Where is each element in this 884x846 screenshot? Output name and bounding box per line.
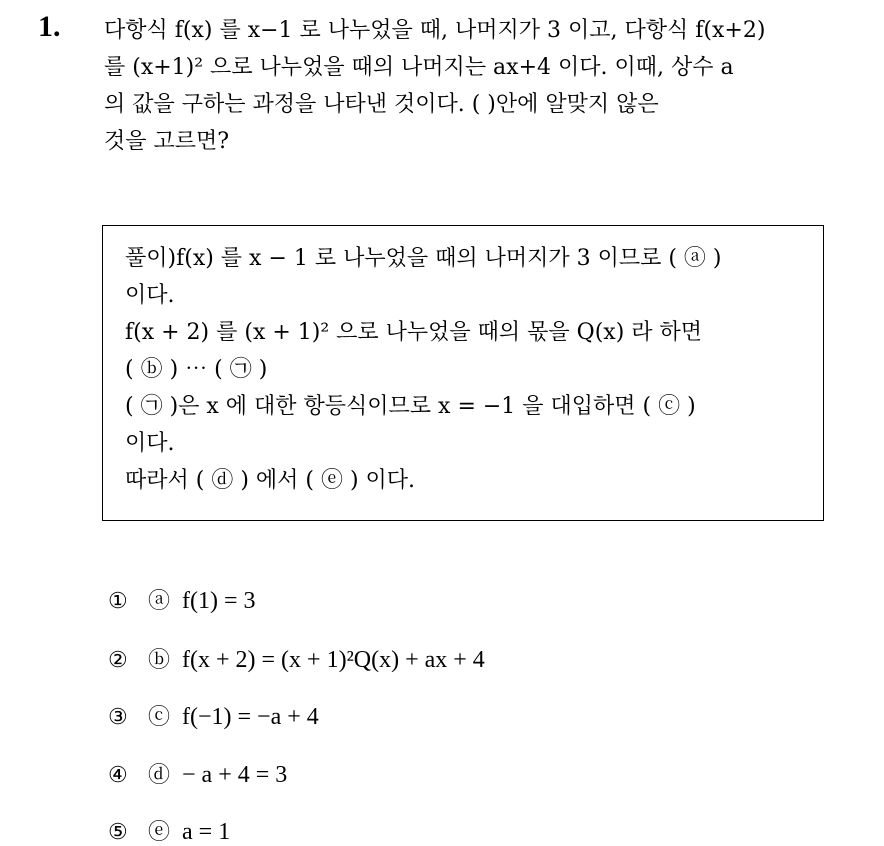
choice-number: ④	[108, 763, 128, 788]
solution-box	[102, 225, 824, 521]
solution-line-6: 이다.	[125, 431, 175, 456]
stem-line-2: 를 (x+1)² 으로 나누었을 때의 나머지는 ax+4 이다. 이때, 상수 a	[104, 55, 734, 80]
choice-label: ⓐ	[148, 589, 171, 614]
choice-number: ③	[108, 705, 128, 730]
choice-expression: f(1) = 3	[182, 588, 256, 614]
choice-expression: f(−1) = −a + 4	[182, 704, 319, 730]
choice-5[interactable]	[108, 815, 230, 846]
solution-line-2: 이다.	[125, 283, 175, 308]
choice-number: ②	[108, 648, 128, 673]
choice-2[interactable]	[108, 643, 485, 674]
choice-label: ⓓ	[148, 763, 171, 788]
solution-line-3: f(x + 2) 를 (x + 1)² 으로 나누었을 때의 몫을 Q(x) 라 하면	[125, 320, 703, 345]
solution-line-7: 따라서 ( ⓓ ) 에서 ( ⓔ ) 이다.	[125, 468, 416, 493]
choice-number: ⑤	[108, 820, 128, 845]
question-stem	[104, 12, 864, 160]
choice-expression: − a + 4 = 3	[182, 762, 288, 788]
choice-4[interactable]	[108, 758, 287, 789]
solution-line-4: ( ⓑ ) ⋯ ( ㉠ )	[125, 357, 268, 382]
choice-3[interactable]	[108, 700, 319, 731]
choice-1[interactable]	[108, 584, 256, 615]
question-number: 1.	[38, 10, 61, 43]
choice-number: ①	[108, 589, 128, 614]
stem-line-3: 의 값을 구하는 과정을 나타낸 것이다. ( )안에 알맞지 않은	[104, 92, 659, 117]
choice-expression: f(x + 2) = (x + 1)²Q(x) + ax + 4	[182, 647, 485, 673]
stem-line-1: 다항식 f(x) 를 x−1 로 나누었을 때, 나머지가 3 이고, 다항식 f(x+2)	[104, 18, 766, 43]
choice-label: ⓑ	[148, 648, 171, 673]
solution-line-1: 풀이)f(x) 를 x − 1 로 나누었을 때의 나머지가 3 이므로 ( ⓐ )	[125, 246, 722, 271]
choice-expression: a = 1	[182, 819, 231, 845]
choice-label: ⓔ	[148, 820, 171, 845]
solution-line-5: ( ㉠ )은 x 에 대한 항등식이므로 x = −1 을 대입하면 ( ⓒ )	[125, 394, 696, 419]
stem-line-4: 것을 고르면?	[104, 129, 230, 154]
choice-label: ⓒ	[148, 705, 171, 730]
